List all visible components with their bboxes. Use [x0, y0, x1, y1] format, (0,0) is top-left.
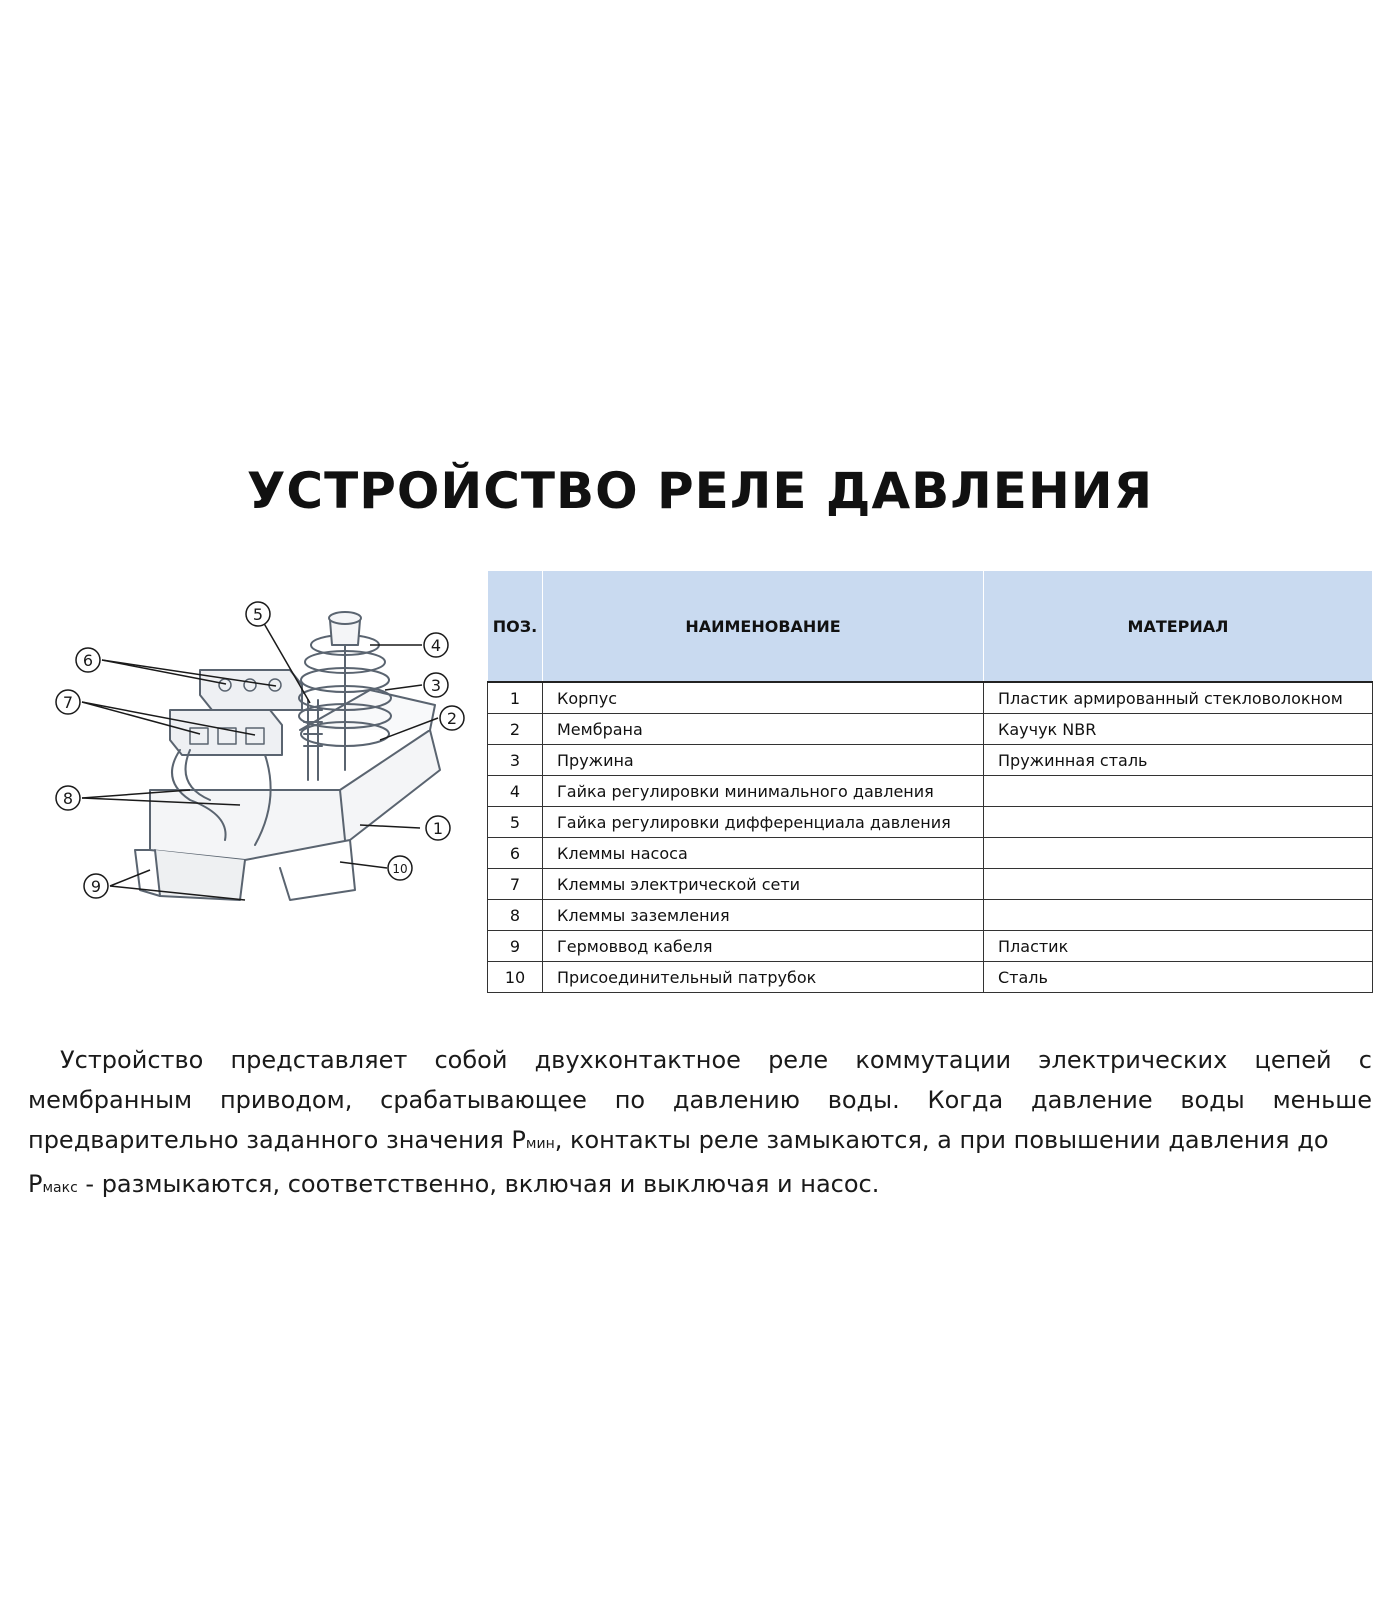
table-row: [488, 900, 1373, 931]
cell-name: Мембрана: [543, 714, 984, 745]
cell-position: 7: [488, 869, 543, 900]
cell-material: Сталь: [984, 962, 1373, 993]
callout-2: [440, 706, 464, 730]
description-paragraph: [28, 1040, 1372, 1208]
table-row: [488, 682, 1373, 714]
svg-text:8: 8: [62, 789, 74, 808]
p-min-subscript: мин: [525, 1136, 555, 1152]
svg-text:4: 4: [430, 636, 442, 655]
description-text-1: Устройство представляет собой двухконтактное реле коммутации электрических цепей с мембранным приводом, срабатывающее по давлению воды. Когда давление воды меньше предварительно заданного значения: [28, 1046, 1372, 1154]
cell-name: Клеммы электрической сети: [543, 869, 984, 900]
svg-text:5: 5: [252, 605, 264, 624]
callout-5: [246, 602, 270, 626]
svg-text:3: 3: [430, 676, 442, 695]
p-max-subscript: макс: [42, 1180, 78, 1196]
description-text-2: , контакты реле замыкаются, а при повышении давления до: [554, 1126, 1329, 1154]
cell-position: 10: [488, 962, 543, 993]
callout-1: [426, 816, 450, 840]
cell-name: Гермоввод кабеля: [543, 931, 984, 962]
cell-name: Клеммы насоса: [543, 838, 984, 869]
table-row: [488, 776, 1373, 807]
callout-7: [56, 690, 80, 714]
cell-position: 8: [488, 900, 543, 931]
table-row: [488, 869, 1373, 900]
svg-text:6: 6: [82, 651, 94, 670]
callout-9: [84, 874, 108, 898]
svg-text:7: 7: [62, 693, 74, 712]
table-header-row: [488, 571, 1373, 682]
col-header-material: МАТЕРИАЛ: [984, 571, 1373, 682]
cell-name: Гайка регулировки дифференциала давления: [543, 807, 984, 838]
table-row: [488, 714, 1373, 745]
cell-position: 3: [488, 745, 543, 776]
p-symbol: Р: [511, 1126, 526, 1154]
parts-table: [487, 571, 1373, 993]
cell-position: 4: [488, 776, 543, 807]
callout-3: [424, 673, 448, 697]
cell-material: [984, 838, 1373, 869]
callout-8: [56, 786, 80, 810]
table-row: [488, 838, 1373, 869]
cell-material: [984, 776, 1373, 807]
cell-material: [984, 900, 1373, 931]
table-row: [488, 931, 1373, 962]
p-symbol: Р: [28, 1170, 43, 1198]
cell-name: Присоединительный патрубок: [543, 962, 984, 993]
cell-material: [984, 869, 1373, 900]
cell-position: 2: [488, 714, 543, 745]
cell-material: Пластик: [984, 931, 1373, 962]
cell-name: Клеммы заземления: [543, 900, 984, 931]
cell-material: Пружинная сталь: [984, 745, 1373, 776]
cell-material: Каучук NBR: [984, 714, 1373, 745]
callout-10: [388, 856, 412, 880]
svg-text:10: 10: [392, 862, 408, 876]
cell-name: Корпус: [543, 682, 984, 714]
svg-text:2: 2: [446, 709, 458, 728]
cell-material: Пластик армированный стекловолокном: [984, 682, 1373, 714]
cell-position: 6: [488, 838, 543, 869]
callout-4: [424, 633, 448, 657]
table-row: [488, 807, 1373, 838]
cell-name: Пружина: [543, 745, 984, 776]
pressure-switch-diagram: [40, 600, 480, 960]
cell-position: 1: [488, 682, 543, 714]
cell-position: 5: [488, 807, 543, 838]
svg-text:9: 9: [90, 877, 102, 896]
description-text-3: - размыкаются, соответственно, включая и выключая и насос.: [77, 1170, 880, 1198]
cell-position: 9: [488, 931, 543, 962]
table-row: [488, 745, 1373, 776]
cell-name: Гайка регулировки минимального давления: [543, 776, 984, 807]
col-header-position: ПОЗ.: [488, 571, 543, 682]
table-row: [488, 962, 1373, 993]
callout-6: [76, 648, 100, 672]
page-title: УСТРОЙСТВО РЕЛЕ ДАВЛЕНИЯ: [246, 462, 1154, 520]
svg-text:1: 1: [432, 819, 444, 838]
cell-material: [984, 807, 1373, 838]
col-header-name: НАИМЕНОВАНИЕ: [543, 571, 984, 682]
